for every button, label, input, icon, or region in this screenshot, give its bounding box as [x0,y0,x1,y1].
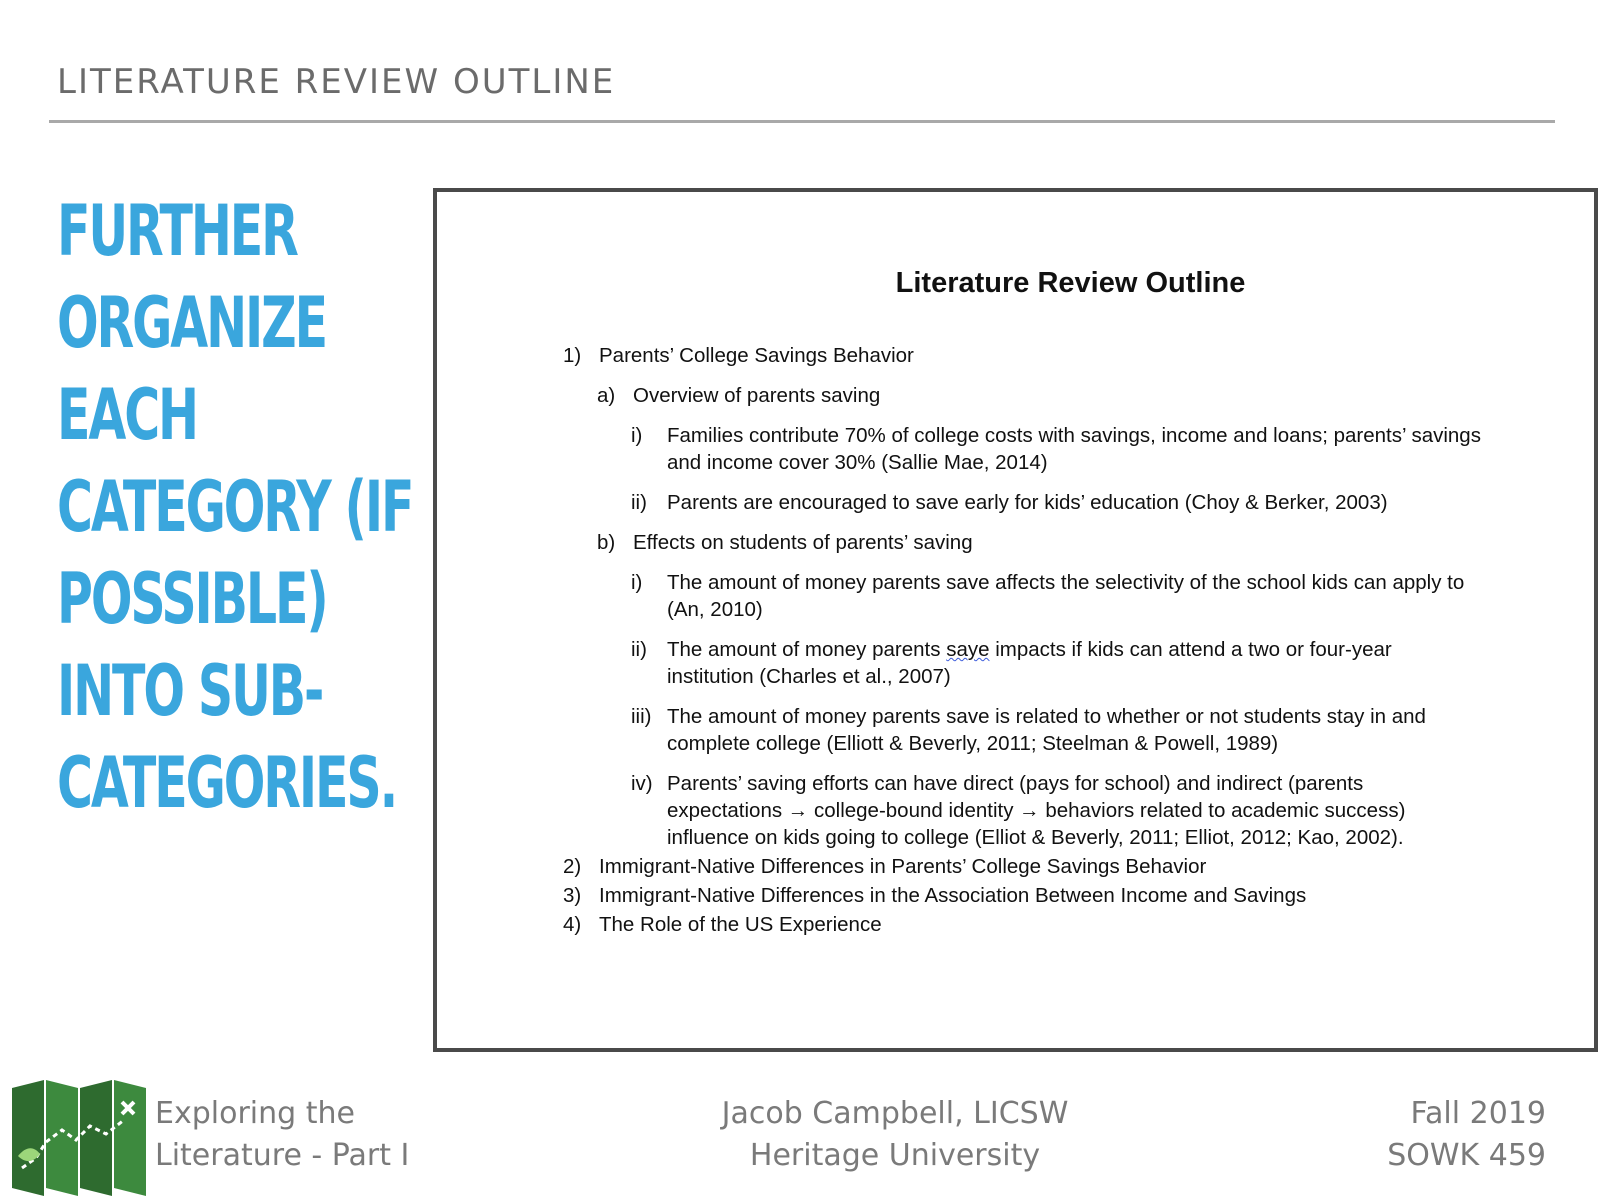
spellcheck-underline: saye [946,638,990,661]
outline-list [563,342,1483,938]
item-text: The amount of money parents saye impacts if kids can attend a two or four-year institution (Charles et al., 2007) [667,638,1392,688]
list-item [563,911,1483,938]
list-item [563,770,1483,851]
item-number: b) [597,531,616,554]
footer-author: Jacob Campbell, LICSW Heritage University [721,1096,1069,1173]
item-number: i) [631,571,643,594]
item-text: Parents’ College Savings Behavior [599,344,914,367]
item-number: a) [597,384,616,407]
item-number: iv) [631,772,653,795]
footer-course-title: Exploring the Literature - Part I [155,1096,410,1173]
footer-term: Fall 2019 SOWK 459 [1387,1096,1546,1173]
item-text: The Role of the US Experience [599,913,882,936]
item-number: 3) [563,884,582,907]
left-heading: FURTHER ORGANIZE EACH CATEGORY (IF POSSIBLE) INTO SUB-CATEGORIES. [57,190,413,824]
list-item [563,529,1483,556]
document-screenshot [433,188,1598,1052]
item-number: 4) [563,913,582,936]
header-divider [49,120,1555,123]
item-number: 1) [563,344,582,367]
item-number: i) [631,424,643,447]
document-title: Literature Review Outline [895,267,1246,299]
item-number: iii) [631,705,652,728]
item-number: 2) [563,855,582,878]
list-item [563,853,1483,880]
item-text: Parents are encouraged to save early for kids’ education (Choy & Berker, 2003) [667,491,1388,514]
item-text: The amount of money parents save affects the selectivity of the school kids can apply to (An, 2010) [667,571,1465,621]
list-item [563,636,1483,690]
list-item [563,569,1483,623]
list-item [563,342,1483,369]
item-text: Immigrant-Native Differences in the Association Between Income and Savings [599,884,1307,907]
list-item [563,422,1483,476]
item-text: The amount of money parents save is related to whether or not students stay in and complete college (Elliott & Beverly, 2011; Steelman & Powell, 1989) [667,705,1426,755]
item-number: ii) [631,638,647,661]
slide-header: LITERATURE REVIEW OUTLINE [57,62,616,102]
treasure-map-icon [12,1080,146,1196]
item-text: Overview of parents saving [633,384,881,407]
list-item [563,382,1483,409]
item-text: Immigrant-Native Differences in Parents’ College Savings Behavior [599,855,1207,878]
item-text: Families contribute 70% of college costs with savings, income and loans; parents’ savings and income cover 30% (Sallie Mae, 2014) [667,424,1481,474]
item-text: Parents’ saving efforts can have direct (pays for school) and indirect (parents expectations → college-bound identity → behaviors related to academic success) influence on kids going to college (Elliot & Beverly, 2011; Elliot, 2012; Kao, 2002). [667,772,1406,849]
item-number: ii) [631,491,647,514]
list-item [563,882,1483,909]
item-text: Effects on students of parents’ saving [633,531,973,554]
list-item [563,703,1483,757]
list-item [563,489,1483,516]
